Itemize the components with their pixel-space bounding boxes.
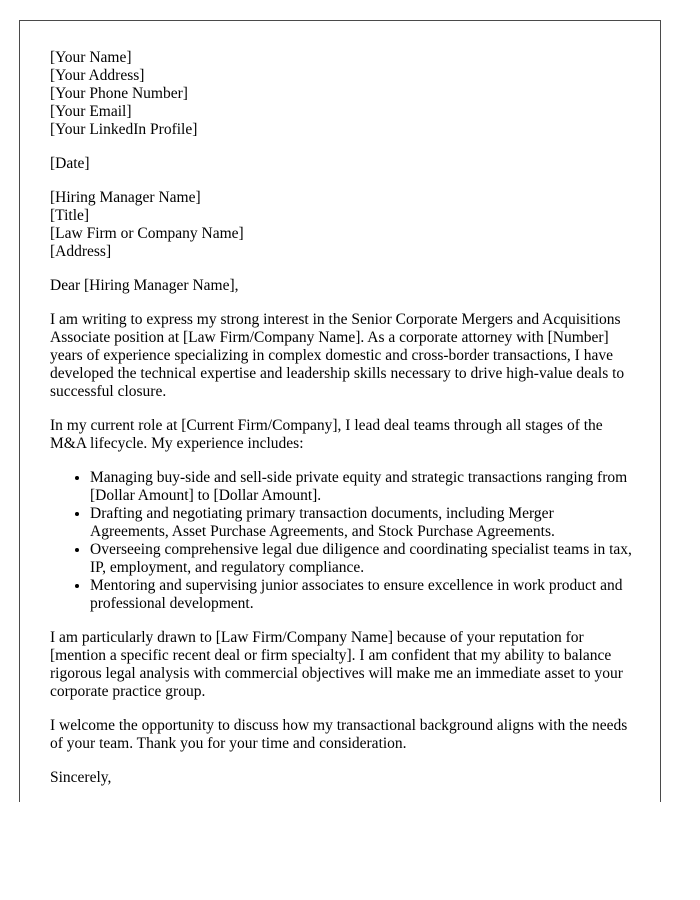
recipient-company: [Law Firm or Company Name] — [50, 225, 244, 242]
drawn-to-paragraph: I am particularly drawn to [Law Firm/Company Name] because of your reputation for [mention a specific recent deal or firm specialty]. I am confident that my ability to balance rigorous legal analysis with commercial objectives will make me an immediate asset to your corporate practice group. — [50, 629, 623, 700]
sender-address: [Your Address] — [50, 67, 145, 84]
recipient-block — [50, 189, 635, 261]
recipient-name: [Hiring Manager Name] — [50, 189, 201, 206]
signoff: Sincerely, — [50, 769, 112, 786]
letter-content — [50, 49, 635, 803]
current-role-paragraph: In my current role at [Current Firm/Company], I lead deal teams through all stages of the M&A lifecycle. My experience includes: — [50, 417, 603, 452]
experience-list — [50, 469, 635, 613]
sender-phone: [Your Phone Number] — [50, 85, 188, 102]
intro-paragraph: I am writing to express my strong interest in the Senior Corporate Mergers and Acquisitions Associate position at [Law Firm/Company Name]. As a corporate attorney with [Number] years of experience specializing in complex domestic and cross-border transactions, I have developed the technical expertise and leadership skills necessary to drive high-value deals to successful closure. — [50, 311, 625, 400]
date-block — [50, 155, 635, 173]
list-item: • Mentoring and supervising junior associates to ensure excellence in work product and professional development. — [90, 577, 635, 613]
list-item: • Overseeing comprehensive legal due diligence and coordinating specialist teams in tax, IP, employment, and regulatory compliance. — [90, 541, 635, 577]
letter-page — [19, 20, 661, 802]
list-item: • Managing buy-side and sell-side private equity and strategic transactions ranging from [Dollar Amount] to [Dollar Amount]. — [90, 469, 635, 505]
letter-date: [Date] — [50, 155, 90, 172]
sender-linkedin: [Your LinkedIn Profile] — [50, 121, 198, 138]
recipient-title: [Title] — [50, 207, 90, 224]
sender-name: [Your Name] — [50, 49, 132, 66]
closing-paragraph: I welcome the opportunity to discuss how my transactional background aligns with the needs of your team. Thank you for your time and consideration. — [50, 717, 628, 752]
salutation: Dear [Hiring Manager Name], — [50, 277, 239, 294]
recipient-address: [Address] — [50, 243, 112, 260]
sender-block — [50, 49, 635, 139]
sender-email: [Your Email] — [50, 103, 132, 120]
list-item: • Drafting and negotiating primary transaction documents, including Merger Agreements, Asset Purchase Agreements, and Stock Purchase Agreements. — [90, 505, 635, 541]
